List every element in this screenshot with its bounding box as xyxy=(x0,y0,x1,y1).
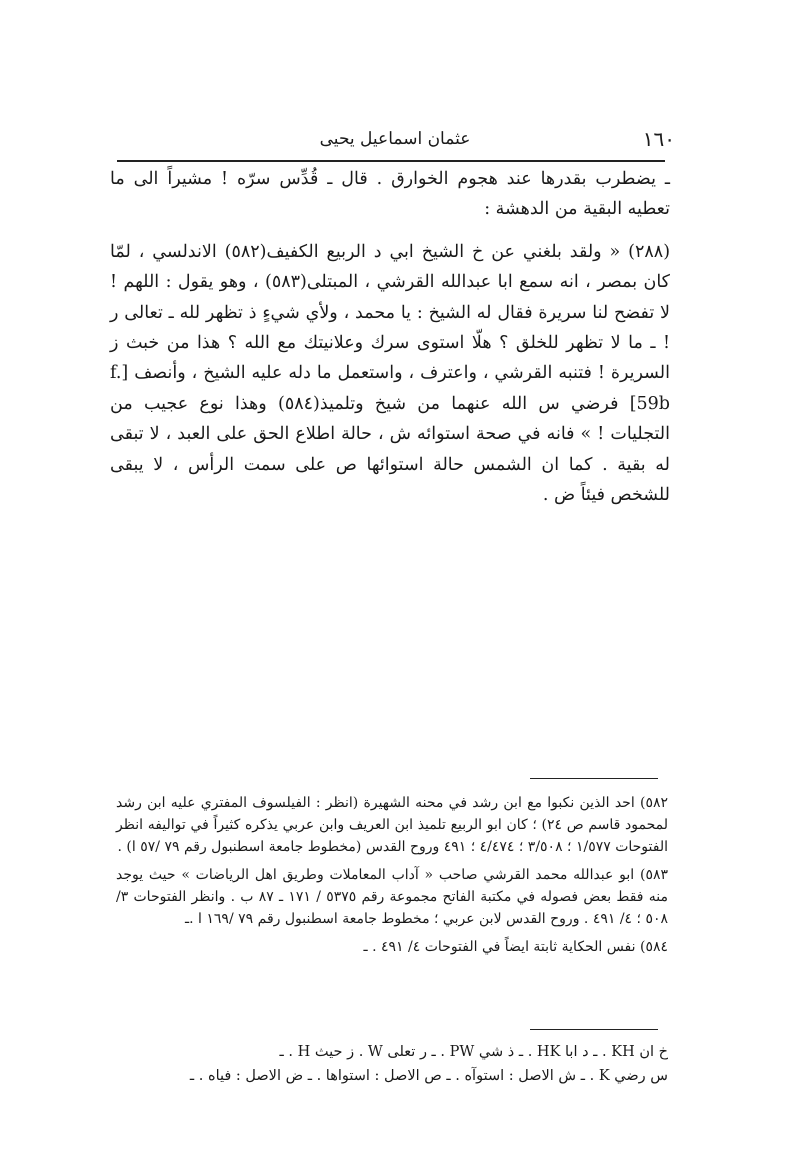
variant-line: س رضي K . ـ ش الاصل : استوآه . ـ ص الاصل : استواها . ـ ض الاصل : فياه . ـ xyxy=(189,1068,668,1084)
paragraph: ـ يضطرب بقدرها عند هجوم الخوارق . قال ـ قُدِّس سرّه ! مشيراً الى ما تعطيه البقية من الدهشة : xyxy=(110,169,670,220)
paragraph: (٢٨٨) « ولقد بلغني عن خ الشيخ ابي د الربيع الكفيف(٥٨٢) الاندلسي ، لمّا كان بمصر ، انه سمع ابا عبدالله القرشي ، المبتلى(٥٨٣) ، وهو يقول : اللهم ! لا تفضح لنا سريرة فقال له الشيخ : يا محمد ، ولأي شيءٍ ذ تظهر لله ـ تعالى ر ! ـ ما لا تظهر للخلق ؟ هلّا استوى سرك وعلانيتك مع الله ؟ هذا من خبث ز السريرة ! فتنبه القرشي ، واعترف ، واستعمل ما دله عليه الشيخ ، وأنصف [f. 59b] فرضي س الله عنهما من شيخ وتلميذ(٥٨٤) وهذا نوع عجيب من التجليات ! » فانه في صحة استوائه ش ، حالة اطلاع الحق على العبد ، لا تبقى له بقية . كما ان الشمس حالة استوائها ص على سمت الرأس ، لا يبقى للشخص فيئاً ض . xyxy=(110,241,671,506)
footnotes xyxy=(116,792,668,964)
running-title: عثمان اسماعيل يحيى xyxy=(319,129,471,149)
main-text xyxy=(110,164,670,510)
page-header xyxy=(115,127,675,163)
apparatus-separator xyxy=(530,1029,658,1030)
footnote-584: ٥٨٤) نفس الحكاية ثابتة ايضاً في الفتوحات ٤/ ٤٩١ . ـ xyxy=(363,939,668,955)
page-number: ١٦٠ xyxy=(642,127,675,151)
footnote-separator xyxy=(530,778,658,779)
variant-line: خ ان KH . ـ د ابا HK . ـ ذ شي PW . ـ ر تعلى W . ز حيث H . ـ xyxy=(279,1044,668,1060)
header-rule xyxy=(117,160,665,162)
critical-apparatus xyxy=(116,1040,668,1088)
footnote-583: ٥٨٣) ابو عبدالله محمد القرشي صاحب « آداب المعاملات وطريق اهل الرياضات » حيث يوجد منه فقط بعض فصوله في مكتبة الفاتح مجموعة رقم ٥٣٧٥ / ١٧١ ـ ٨٧ ب . وانظر الفتوحات ٣/ ٥٠٨ ؛ ٤/ ٤٩١ . وروح القدس لابن عربي ؛ مخطوط جامعة اسطنبول رقم ٧٩ /١٦٩ ا .ـ xyxy=(116,867,668,927)
footnote-582: ٥٨٢) احد الذين نكبوا مع ابن رشد في محنه الشهيرة (انظر : الفيلسوف المفتري عليه ابن رشد لمحمود قاسم ص ٢٤) ؛ كان ابو الربيع تلميذ ابن العريف وابن عربي يذكره كثيراً في تواليفه انظر الفتوحات ١/٥٧٧ ؛ ٣/٥٠٨ ؛ ٤/٤٧٤ ؛ ٤٩١ وروح القدس (مخطوط جامعة اسطنبول رقم ٧٩ /٥٧ ا) . xyxy=(116,795,669,855)
